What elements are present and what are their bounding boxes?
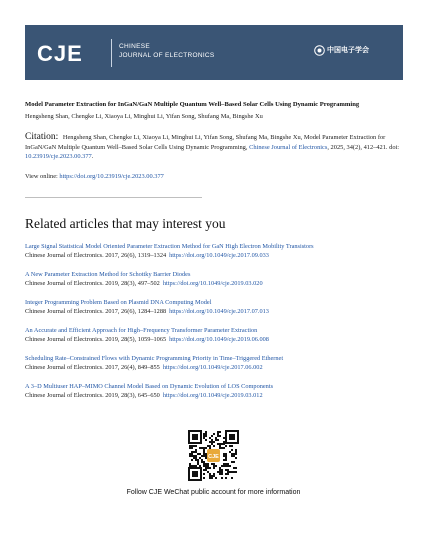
qr-module [205,467,207,469]
qr-module [215,437,217,439]
qr-module [211,463,213,465]
qr-module [225,455,227,457]
qr-module [223,441,225,443]
qr-module [207,471,209,473]
qr-module [223,443,225,445]
qr-module [225,459,227,461]
qr-module [225,463,227,465]
qr-module [235,451,237,453]
qr-module [193,445,195,447]
qr-module [219,447,221,449]
qr-module [213,441,215,443]
qr-module [227,471,229,473]
related-article-meta [25,279,415,288]
qr-module [225,457,227,459]
related-article-doi-link[interactable]: https://doi.org/10.1049/cje.2019.03.012 [162,392,263,399]
qr-module [235,471,237,473]
qr-module [225,473,227,475]
qr-module [193,455,195,457]
qr-module [195,451,197,453]
qr-module [223,463,225,465]
qr-module [197,459,199,461]
qr-module [199,465,201,467]
qr-module [221,473,223,475]
qr-module [203,469,205,471]
qr-module [211,475,213,477]
list-item [25,354,415,382]
qr-module [229,465,231,467]
qr-module [211,439,213,441]
related-article-doi-link[interactable]: https://doi.org/10.1049/cje.2019.03.020 [162,280,263,287]
list-item [25,326,415,354]
qr-module [223,453,225,455]
qr-module [189,453,191,455]
qr-module [209,467,211,469]
qr-module [205,463,207,465]
qr-module [217,435,219,437]
qr-module [191,447,193,449]
qr-module [213,475,215,477]
related-articles-list [25,242,415,410]
qr-module [203,449,205,451]
qr-module [217,433,219,435]
journal-name-line2: JOURNAL OF ELECTRONICS [119,52,215,59]
qr-module [189,455,191,457]
qr-module [199,457,201,459]
qr-module [201,455,203,457]
qr-caption: Follow CJE WeChat public account for more information [126,489,301,496]
qr-module [203,435,205,437]
qr-module [221,465,223,467]
qr-module [191,453,193,455]
qr-module [231,445,233,447]
qr-module [227,465,229,467]
qr-module [191,459,193,461]
view-online-link[interactable]: https://doi.org/10.23919/cje.2023.00.377 [59,173,164,180]
qr-module [213,465,215,467]
qr-module [229,445,231,447]
related-article-source: Chinese Journal of Electronics. 2017, 26(6), 1319–1324 [25,252,167,259]
qr-module [209,437,211,439]
qr-module [191,465,193,467]
qr-module [215,439,217,441]
qr-module [231,453,233,455]
related-article-title-link[interactable]: A 3–D Multiuser HAP–MIMO Channel Model Based on Dynamic Evolution of LOS Components [25,383,274,390]
qr-module [219,445,221,447]
qr-module [223,437,225,439]
qr-module [203,433,205,435]
qr-module [233,467,235,469]
citation-doi-link[interactable]: 10.23919/cje.2023.00.377 [25,153,92,160]
qr-module [223,455,225,457]
qr-module [213,445,215,447]
related-article-source: Chinese Journal of Electronics. 2017, 26(6), 1284–1288 [25,308,167,315]
qr-module [197,453,199,455]
citation-text: Hengsheng Shan, Chengke Li, Xiaoya Li, Minghui Li, Yifan Song, Shufang Ma, Bingshe Xu, Model Parameter Extraction for InGaN/GaN Multiple Quantum Well–Based Solar Cells Using Dynamic Programming, [25,134,386,151]
qr-module [217,471,219,473]
citation-details: , 2025, 34(2), 412–421. doi: [327,143,400,151]
qr-module [205,457,207,459]
related-article-title-link[interactable]: A New Parameter Extraction Method for Schottky Barrier Diodes [25,271,191,278]
related-article-source: Chinese Journal of Electronics. 2017, 26(4), 849–855 [25,364,160,371]
qr-module [217,443,219,445]
society-emblem-icon [314,45,325,56]
related-article-source: Chinese Journal of Electronics. 2019, 28(5), 1059–1065 [25,336,167,343]
citation-block [25,133,403,162]
qr-module [211,477,213,479]
wechat-qr-code [187,429,240,482]
qr-module [205,435,207,437]
banner-divider [111,39,112,67]
qr-module [207,445,209,447]
citation-end: . [91,153,94,160]
list-item [25,298,415,326]
related-article-source: Chinese Journal of Electronics. 2019, 28(3), 645–650 [25,392,160,399]
qr-module [213,467,215,469]
list-item [25,382,415,410]
qr-module [205,439,207,441]
qr-module [201,461,203,463]
qr-module [205,465,207,467]
qr-module [211,435,213,437]
qr-module [219,467,221,469]
qr-module [217,439,219,441]
qr-module [235,449,237,451]
related-heading: Related articles that may interest you [25,216,226,231]
qr-module [219,443,221,445]
citation-journal-link[interactable]: Chinese Journal of Electronics [249,143,328,151]
qr-module [223,447,225,449]
qr-module [215,465,217,467]
qr-module [203,461,205,463]
qr-module [199,447,201,449]
qr-module [203,463,205,465]
qr-module [209,477,211,479]
qr-module [229,451,231,453]
qr-module [219,469,221,471]
qr-module [191,445,193,447]
qr-module [227,473,229,475]
qr-module [189,447,191,449]
qr-module [213,433,215,435]
related-article-doi-link[interactable]: https://doi.org/10.1049/cje.2019.06.008 [169,336,269,343]
qr-module [231,455,233,457]
qr-module [203,477,205,479]
qr-module [203,473,205,475]
qr-module [213,473,215,475]
qr-module [193,465,195,467]
list-item [25,242,415,270]
qr-module [231,471,233,473]
related-article-meta [25,307,415,316]
qr-module [195,457,197,459]
qr-module [221,443,223,445]
qr-center-text: CJE [208,454,219,460]
qr-module [229,471,231,473]
qr-module [225,477,227,479]
qr-module [205,433,207,435]
related-article-meta [25,363,415,372]
article-title: Model Parameter Extraction for InGaN/GaN Multiple Quantum Well–Based Solar Cells Using Dynamic Programming [25,101,360,108]
qr-module [225,453,227,455]
related-article-title-link[interactable]: An Accurate and Efficient Approach for High–Frequency Transformer Parameter Extraction [25,327,258,334]
qr-module [189,463,191,465]
qr-module [197,461,199,463]
qr-module [219,471,221,473]
article-authors: Hengsheng Shan, Chengke Li, Xiaoya Li, Minghui Li, Yifan Song, Shufang Ma, Bingshe Xu [25,113,263,120]
qr-module [201,447,203,449]
qr-module [203,455,205,457]
qr-module [217,431,219,433]
qr-module [205,431,207,433]
qr-module [195,445,197,447]
qr-module [205,453,207,455]
qr-module [235,467,237,469]
related-article-doi-link[interactable]: https://doi.org/10.1049/cje.2017.09.033 [169,252,269,259]
qr-module [221,469,223,471]
qr-module [207,463,209,465]
qr-module [207,465,209,467]
qr-module [219,473,221,475]
qr-module [219,431,221,433]
related-article-meta [25,335,415,344]
qr-module [225,445,227,447]
qr-module [227,469,229,471]
qr-module [193,451,195,453]
qr-module [225,469,227,471]
qr-module [193,457,195,459]
related-article-source: Chinese Journal of Electronics. 2019, 28(3), 497–502 [25,280,160,287]
qr-module [209,447,211,449]
qr-module [209,441,211,443]
related-article-meta [25,391,415,400]
qr-module [221,477,223,479]
qr-module [197,463,199,465]
qr-module [205,447,207,449]
journal-banner [25,25,403,80]
related-article-doi-link[interactable]: https://doi.org/10.1049/cje.2017.07.013 [169,308,269,315]
qr-module [203,447,205,449]
qr-module [203,451,205,453]
qr-module [195,459,197,461]
qr-module [191,451,193,453]
journal-name [119,42,215,60]
qr-module [205,469,207,471]
related-article-title-link[interactable]: Large Signal Statistical Model Oriented Parameter Extraction Method for GaN High Electron Mobility Transistors [25,243,314,250]
society-name: 中国电子学会 [327,47,369,54]
qr-module [233,471,235,473]
qr-module [203,437,205,439]
qr-module [191,455,193,457]
qr-module [201,459,203,461]
qr-module [211,443,213,445]
qr-module [209,475,211,477]
qr-module [215,477,217,479]
cje-logo: CJE [37,41,83,66]
qr-module [225,465,227,467]
qr-module [223,465,225,467]
qr-module [233,455,235,457]
qr-module [199,453,201,455]
related-article-doi-link[interactable]: https://doi.org/10.1049/cje.2017.06.002 [162,364,263,371]
related-article-title-link[interactable]: Scheduling Rate–Constrained Flows with Dynamic Programming Priority in Time–Triggered Ethernet [25,355,284,362]
qr-module [195,449,197,451]
qr-module [209,445,211,447]
qr-module [219,435,221,437]
view-online-label: View online: [25,173,58,180]
qr-module [235,453,237,455]
related-article-meta [25,251,415,260]
related-article-title-link[interactable]: Integer Programming Problem Based on Plasmid DNA Computing Model [25,299,212,306]
qr-module [203,453,205,455]
qr-module [195,465,197,467]
list-item [25,270,415,298]
qr-module [233,453,235,455]
qr-module [213,463,215,465]
qr-module [221,471,223,473]
qr-module [211,441,213,443]
qr-module [209,473,211,475]
qr-module [231,461,233,463]
qr-module [231,449,233,451]
journal-name-line1: CHINESE [119,43,150,50]
qr-module [189,445,191,447]
qr-module [203,465,205,467]
qr-module [221,447,223,449]
qr-module [205,455,207,457]
qr-module [189,465,191,467]
qr-module [235,457,237,459]
qr-module [233,461,235,463]
qr-module [231,477,233,479]
citation-label: Citation: [25,132,59,142]
qr-module [207,467,209,469]
view-online [25,173,405,180]
qr-module [227,463,229,465]
qr-module [223,459,225,461]
qr-module [195,455,197,457]
section-divider [25,197,202,198]
